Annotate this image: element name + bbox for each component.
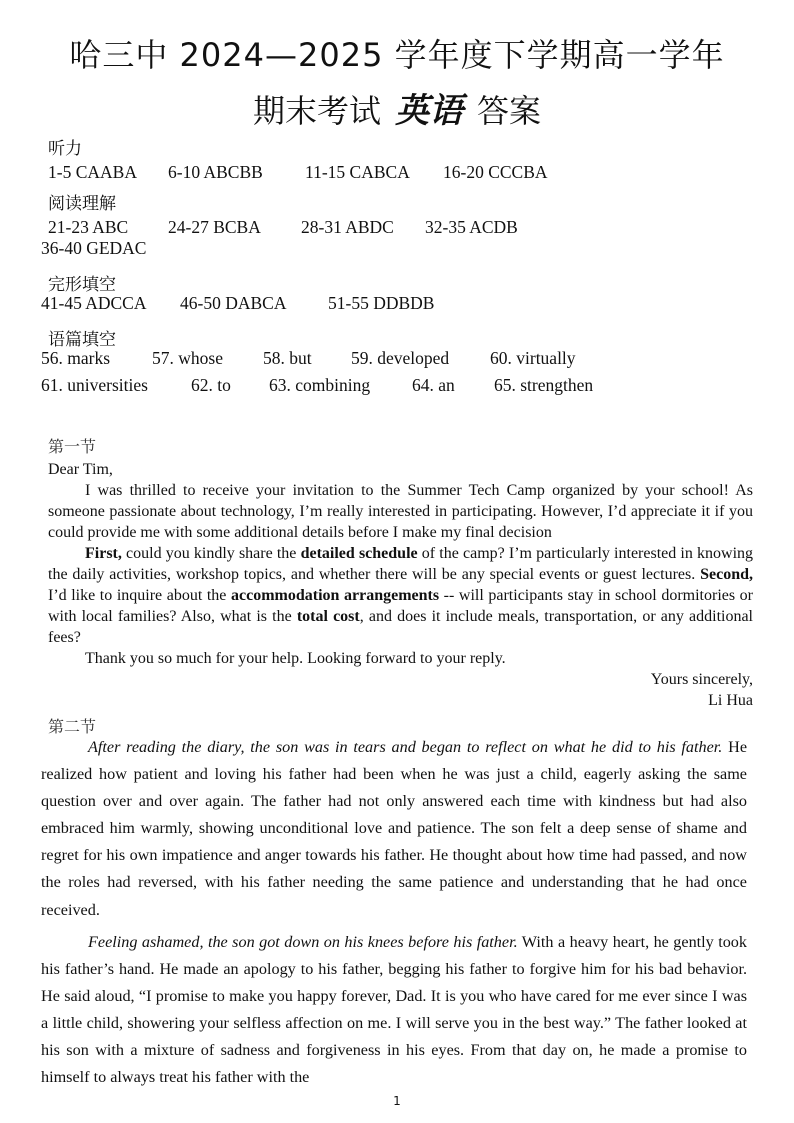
- answer-group: 21-23 ABC: [48, 217, 129, 237]
- answer-group: 32-35 ACDB: [425, 217, 518, 237]
- italic-prompt: After reading the diary, the son was in tears and began to reflect on what he did to his father.: [88, 738, 723, 756]
- section-label-grammar: 语篇填空: [48, 330, 116, 350]
- letter-closing: Yours sincerely,: [650, 671, 753, 688]
- section-label-reading: 阅读理解: [48, 194, 116, 214]
- answers-row-reading: [0, 217, 794, 239]
- answer-group: 11-15 CABCA: [305, 162, 410, 182]
- letter-paragraph: I was thrilled to receive your invitation to the Summer Tech Camp organized by your school! As someone passionate about technology, I’m really interested in participating. However, I’d appreciate it if you could provide me with some additional details before I make my final decision: [48, 482, 753, 541]
- letter-signature: Li Hua: [708, 692, 753, 709]
- answer-group: 1-5 CAABA: [48, 162, 137, 182]
- bold-text: total cost: [296, 608, 360, 625]
- answer-group: 6-10 ABCBB: [168, 162, 263, 182]
- section-label-writing-1: 第一节: [48, 439, 97, 456]
- section-label-writing-2: 第二节: [48, 719, 97, 736]
- answer-group: 28-31 ABDC: [301, 217, 394, 237]
- answers-row-grammar-1: [0, 348, 794, 370]
- section-label-listening: 听力: [48, 139, 82, 159]
- letter-paragraph: [48, 543, 753, 648]
- answer-group: 16-20 CCCBA: [443, 162, 548, 182]
- answer-item: 65. strengthen: [494, 375, 594, 395]
- text: He realized how patient and loving his father had been when he was just a child, eagerly asking the same question over and over again. The father had not only answered each time with kindness but had also embraced him warmly, showing unconditional love and patience. The son felt a deep sense of shame and regret for his own impatience and anger towards his father. He thought about how time had passed, and now the roles had reversed, with his father needing the same patience and understanding that he had once received.: [41, 738, 747, 919]
- answer-item: 58. but: [263, 348, 312, 368]
- bold-text: First,: [85, 545, 122, 562]
- essay-paragraph: [41, 929, 747, 1092]
- italic-prompt: Feeling ashamed, the son got down on his knees before his father.: [88, 932, 518, 951]
- letter-body: [48, 459, 753, 711]
- answer-item: 61. universities: [41, 375, 148, 395]
- subtitle-answer: 答案: [477, 92, 542, 130]
- letter-greeting: Dear Tim,: [48, 461, 113, 478]
- answer-item: 56. marks: [41, 348, 111, 368]
- answer-group: 36-40 GEDAC: [41, 238, 147, 258]
- letter-paragraph: Thank you so much for your help. Looking forward to your reply.: [85, 650, 506, 667]
- text: , and does it include meals, transportation, or any additional fees?: [48, 608, 754, 646]
- answers-row-grammar-2: [0, 375, 794, 397]
- section-label-cloze: 完形填空: [48, 275, 116, 295]
- answer-group: 41-45 ADCCA: [41, 293, 147, 313]
- text: With a heavy heart, he gently took his father’s hand. He made an apology to his father, begging his father to forgive him for his bad behavior. He said aloud, “I promise to make you happy forever, Dad. It is you who have cared for me ever since I was a little child, showering your selfless affection on me. I will serve you in the best way.” The father looked at his son with a mixture of sadness and forgiveness in his eyes. From that day on, he made a promise to himself to always treat his father with the: [41, 932, 747, 1087]
- answer-item: 64. an: [412, 375, 455, 395]
- answers-row-listening: [0, 162, 794, 184]
- text: could you kindly share the: [121, 545, 301, 562]
- answer-item: 60. virtually: [490, 348, 576, 368]
- essay-paragraph: [41, 734, 747, 924]
- subtitle-exam: 期末考试: [252, 92, 381, 130]
- answer-group: 46-50 DABCA: [180, 293, 287, 313]
- answer-item: 63. combining: [269, 375, 371, 395]
- page-title: 哈三中 2024—2025 学年度下学期高一学年: [69, 36, 725, 74]
- page-number: 1: [393, 1094, 401, 1108]
- page-subtitle: [0, 83, 794, 132]
- answer-item: 62. to: [191, 375, 231, 395]
- bold-text: detailed schedule: [300, 545, 418, 562]
- bold-text: accommodation arrangements: [230, 587, 440, 604]
- answer-item: 57. whose: [152, 348, 223, 368]
- bold-text: Second,: [700, 566, 753, 583]
- subtitle-subject: 英语: [395, 91, 463, 131]
- answer-group: 51-55 DDBDB: [328, 293, 435, 313]
- text: of the camp? I’m particularly interested in knowing the daily activities, workshop topics, and whether there will be any special events or guest lectures.: [48, 545, 754, 583]
- continuation-essay: [41, 734, 747, 1096]
- answer-group: 24-27 BCBA: [168, 217, 261, 237]
- answers-row-reading-2: [0, 238, 794, 260]
- text: I’d like to inquire about the: [48, 587, 231, 604]
- answers-row-cloze: [0, 293, 794, 315]
- answer-item: 59. developed: [351, 348, 450, 368]
- text: -- will participants stay in school dormitories or with local families? Also, what is the: [48, 587, 754, 625]
